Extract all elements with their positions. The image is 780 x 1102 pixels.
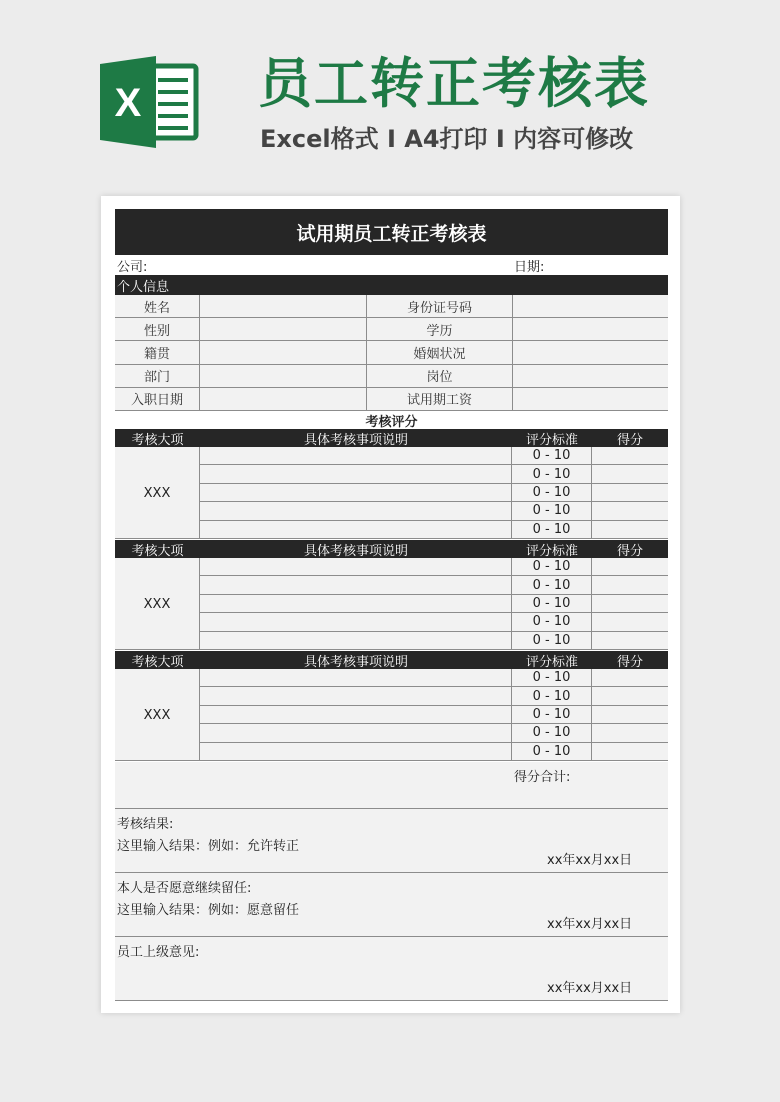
form-sheet — [115, 209, 668, 1001]
evaluation-header-cell: 考核大项 — [131, 654, 184, 670]
evaluation-header-cell: 得分 — [616, 432, 643, 448]
evaluation-item-row — [200, 484, 668, 502]
header-banner — [0, 0, 780, 190]
retain-label: 本人是否愿意继续留任: — [117, 881, 252, 896]
total-score-label: 得分合计: — [514, 770, 571, 785]
evaluation-item-description[interactable] — [200, 613, 512, 630]
evaluation-item-row — [200, 632, 668, 650]
evaluation-item-description[interactable] — [200, 484, 512, 501]
evaluation-item-row — [200, 724, 668, 742]
evaluation-item-description[interactable] — [200, 521, 512, 539]
personal-label-right: 试用期工资 — [367, 388, 513, 410]
evaluation-header-cell: 评分标准 — [525, 654, 578, 670]
result-date: xx年xx月xx日 — [547, 853, 633, 868]
personal-label-left: 姓名 — [115, 295, 200, 317]
total-score-row — [115, 762, 668, 809]
paper-sheet — [101, 196, 680, 1013]
evaluation-item-description[interactable] — [200, 558, 512, 575]
evaluation-score-standard: 0 - 10 — [512, 743, 592, 761]
personal-label-left: 入职日期 — [115, 388, 200, 410]
evaluation-score-standard: 0 - 10 — [512, 465, 592, 482]
evaluation-header-cell: 得分 — [616, 543, 643, 559]
evaluation-header-cell: 评分标准 — [525, 432, 578, 448]
evaluation-item-description[interactable] — [200, 706, 512, 723]
evaluation-score-standard: 0 - 10 — [512, 706, 592, 723]
evaluation-score-standard: 0 - 10 — [512, 576, 592, 593]
evaluation-header-cell: 考核大项 — [131, 543, 184, 559]
evaluation-item-description[interactable] — [200, 576, 512, 593]
evaluation-header-cell: 具体考核事项说明 — [303, 543, 408, 559]
evaluation-item-row — [200, 687, 668, 705]
supervisor-block[interactable] — [115, 937, 668, 1001]
evaluation-item-description[interactable] — [200, 502, 512, 519]
evaluation-item-row — [200, 706, 668, 724]
personal-label-right: 身份证号码 — [367, 295, 513, 317]
personal-value-right[interactable] — [513, 295, 668, 317]
meta-row — [115, 255, 668, 275]
personal-value-left[interactable] — [200, 388, 367, 410]
excel-icon — [100, 56, 200, 148]
personal-info-row — [115, 318, 668, 341]
evaluation-item-row — [200, 743, 668, 761]
personal-label-right: 婚姻状况 — [367, 341, 513, 363]
evaluation-item-description[interactable] — [200, 724, 512, 741]
document-subtitle: Excel格式 Ⅰ A4打印 Ⅰ 内容可修改 — [260, 125, 634, 153]
evaluation-category[interactable]: XXX — [115, 558, 200, 650]
evaluation-section-label: 考核评分 — [115, 411, 668, 429]
excel-logo-letter: X — [114, 81, 142, 125]
evaluation-score-standard: 0 - 10 — [512, 502, 592, 519]
evaluation-item-row — [200, 465, 668, 483]
personal-label-left: 性别 — [115, 318, 200, 340]
company-label[interactable]: 公司: — [117, 259, 148, 275]
evaluation-item-description[interactable] — [200, 743, 512, 761]
evaluation-score-standard: 0 - 10 — [512, 521, 592, 539]
evaluation-group — [115, 669, 668, 761]
date-label[interactable]: 日期: — [514, 259, 545, 275]
evaluation-score-standard: 0 - 10 — [512, 613, 592, 630]
form-title: 试用期员工转正考核表 — [115, 209, 668, 255]
personal-info-row — [115, 388, 668, 411]
evaluation-item-row — [200, 576, 668, 594]
personal-info-row — [115, 341, 668, 364]
personal-value-right[interactable] — [513, 388, 668, 410]
personal-info-row — [115, 365, 668, 388]
personal-value-right[interactable] — [513, 341, 668, 363]
evaluation-score-standard: 0 - 10 — [512, 632, 592, 650]
personal-value-left[interactable] — [200, 295, 367, 317]
personal-info-row — [115, 295, 668, 318]
evaluation-item-description[interactable] — [200, 687, 512, 704]
evaluation-item-row — [200, 502, 668, 520]
personal-value-right[interactable] — [513, 365, 668, 387]
evaluation-item-description[interactable] — [200, 465, 512, 482]
personal-value-right[interactable] — [513, 318, 668, 340]
evaluation-header-cell: 具体考核事项说明 — [303, 654, 408, 670]
evaluation-score-standard: 0 - 10 — [512, 669, 592, 686]
evaluation-score-standard: 0 - 10 — [512, 687, 592, 704]
evaluation-header-row — [115, 540, 668, 558]
evaluation-header-cell: 考核大项 — [131, 432, 184, 448]
result-block[interactable] — [115, 809, 668, 873]
evaluation-item-description[interactable] — [200, 669, 512, 686]
evaluation-header-row — [115, 429, 668, 447]
evaluation-group — [115, 558, 668, 650]
personal-value-left[interactable] — [200, 365, 367, 387]
evaluation-score-standard: 0 - 10 — [512, 484, 592, 501]
evaluation-item-description[interactable] — [200, 632, 512, 650]
evaluation-item-row — [200, 669, 668, 687]
evaluation-score-standard: 0 - 10 — [512, 724, 592, 741]
evaluation-score-standard: 0 - 10 — [512, 558, 592, 575]
evaluation-item-description[interactable] — [200, 447, 512, 464]
evaluation-item-row — [200, 558, 668, 576]
personal-label-right: 岗位 — [367, 365, 513, 387]
evaluation-group — [115, 447, 668, 539]
evaluation-item-row — [200, 595, 668, 613]
retain-input[interactable]: 这里输入结果：例如：愿意留任 — [117, 903, 300, 918]
retain-date: xx年xx月xx日 — [547, 917, 633, 932]
evaluation-category[interactable]: XXX — [115, 447, 200, 539]
result-label: 考核结果: — [117, 817, 174, 832]
personal-label-left: 籍贯 — [115, 341, 200, 363]
evaluation-item-description[interactable] — [200, 595, 512, 612]
evaluation-header-cell: 得分 — [616, 654, 643, 670]
evaluation-score-standard: 0 - 10 — [512, 595, 592, 612]
supervisor-date: xx年xx月xx日 — [547, 981, 633, 996]
retain-block[interactable] — [115, 873, 668, 937]
personal-value-left[interactable] — [200, 341, 367, 363]
evaluation-item-row — [200, 613, 668, 631]
personal-info-header: 个人信息 — [115, 275, 668, 295]
evaluation-score-standard: 0 - 10 — [512, 447, 592, 464]
personal-value-left[interactable] — [200, 318, 367, 340]
result-input[interactable]: 这里输入结果：例如：允许转正 — [117, 839, 300, 854]
personal-label-right: 学历 — [367, 318, 513, 340]
evaluation-header-cell: 评分标准 — [525, 543, 578, 559]
evaluation-header-row — [115, 651, 668, 669]
supervisor-label: 员工上级意见: — [117, 945, 200, 960]
evaluation-header-cell: 具体考核事项说明 — [303, 432, 408, 448]
evaluation-item-row — [200, 447, 668, 465]
evaluation-item-row — [200, 521, 668, 539]
evaluation-category[interactable]: XXX — [115, 669, 200, 761]
document-title: 员工转正考核表 — [258, 52, 650, 115]
personal-label-left: 部门 — [115, 365, 200, 387]
